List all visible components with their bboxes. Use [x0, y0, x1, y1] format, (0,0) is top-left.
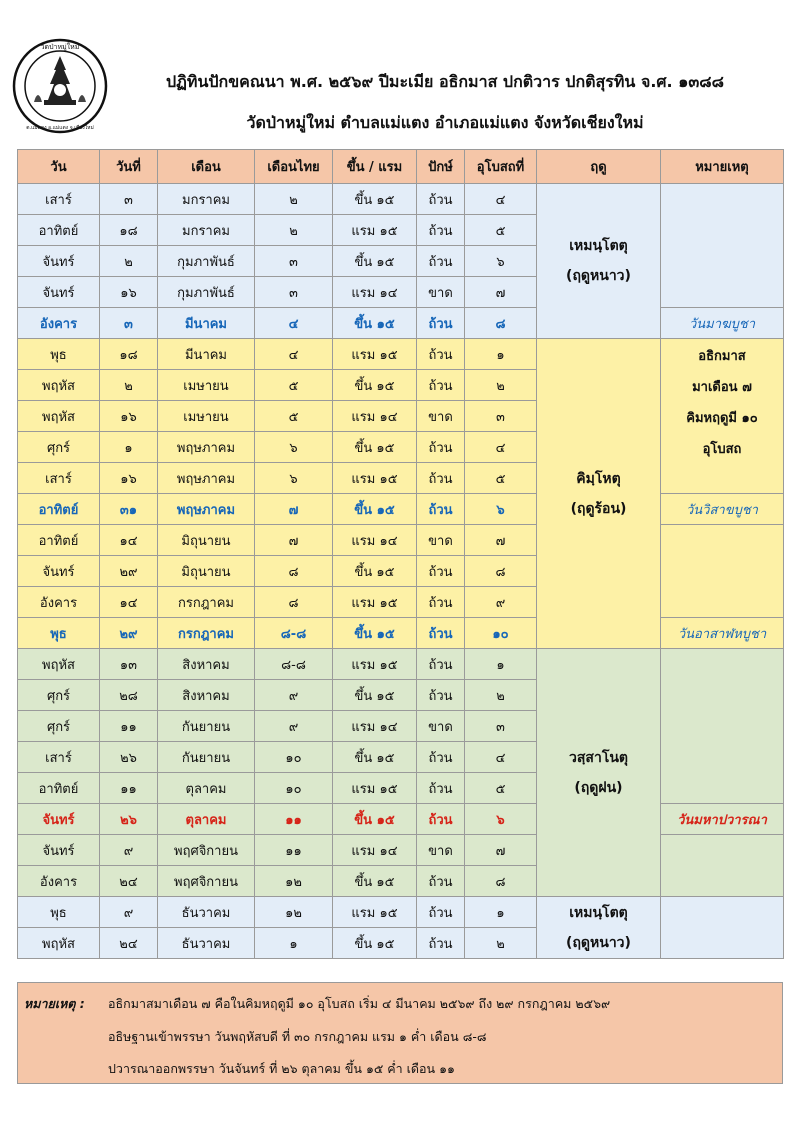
uposatha-no-cell: ๓: [465, 401, 537, 432]
thai-month-cell: ๕: [255, 370, 333, 401]
remark-empty-cell: [661, 835, 784, 897]
date-cell: ๒๘: [100, 680, 158, 711]
day-cell: เสาร์: [18, 463, 100, 494]
paksa-cell: ถ้วน: [417, 184, 465, 215]
phase-cell: แรม ๑๕: [333, 649, 417, 680]
day-cell: อังคาร: [18, 866, 100, 897]
month-cell: ธันวาคม: [158, 897, 255, 928]
paksa-cell: ถ้วน: [417, 866, 465, 897]
season-name: คิมฺโหตุ: [576, 470, 621, 487]
paksa-cell: ถ้วน: [417, 494, 465, 525]
phase-cell: ขึ้น ๑๕: [333, 742, 417, 773]
remark-empty-cell: [661, 184, 784, 308]
header-paksa: ปักษ์: [417, 150, 465, 184]
uposatha-no-cell: ๖: [465, 494, 537, 525]
uposatha-no-cell: ๑: [465, 897, 537, 928]
thai-month-cell: ๘: [255, 587, 333, 618]
month-cell: พฤษภาคม: [158, 463, 255, 494]
uposatha-no-cell: ๕: [465, 773, 537, 804]
date-cell: ๓: [100, 184, 158, 215]
uposatha-no-cell: ๒: [465, 928, 537, 959]
header-remarks: หมายเหตุ: [661, 150, 784, 184]
season-subtitle: (ฤดูร้อน): [570, 500, 627, 517]
day-cell: พฤหัส: [18, 370, 100, 401]
paksa-cell: ถ้วน: [417, 897, 465, 928]
month-cell: กันยายน: [158, 711, 255, 742]
paksa-cell: ถ้วน: [417, 463, 465, 494]
thai-month-cell: ๓: [255, 277, 333, 308]
date-cell: ๒๙: [100, 556, 158, 587]
day-cell: อาทิตย์: [18, 215, 100, 246]
day-cell: พฤหัส: [18, 928, 100, 959]
month-cell: สิงหาคม: [158, 649, 255, 680]
month-cell: สิงหาคม: [158, 680, 255, 711]
header-thai-month: เดือนไทย: [255, 150, 333, 184]
table-row: [18, 649, 784, 680]
remark-line: คิมหฤดูมี ๑๐: [686, 411, 758, 426]
day-cell: จันทร์: [18, 556, 100, 587]
day-cell: จันทร์: [18, 835, 100, 866]
paksa-cell: ถ้วน: [417, 587, 465, 618]
table-row: [18, 804, 784, 835]
date-cell: ๙: [100, 897, 158, 928]
season-subtitle: (ฤดูหนาว): [566, 268, 631, 284]
table-row: [18, 897, 784, 928]
logo-top-text: วัดป่าหมู่ใหม่: [40, 43, 80, 51]
header-month: เดือน: [158, 150, 255, 184]
phase-cell: แรม ๑๕: [333, 339, 417, 370]
uposatha-no-cell: ๕: [465, 463, 537, 494]
phase-cell: แรม ๑๔: [333, 525, 417, 556]
remark-line: อุโบสถ: [702, 442, 742, 457]
uposatha-no-cell: ๘: [465, 556, 537, 587]
date-cell: ๓๑: [100, 494, 158, 525]
uposatha-no-cell: ๔: [465, 184, 537, 215]
month-cell: ธันวาคม: [158, 928, 255, 959]
day-cell: จันทร์: [18, 246, 100, 277]
paksa-cell: ถ้วน: [417, 680, 465, 711]
date-cell: ๒๔: [100, 866, 158, 897]
season-subtitle: (ฤดูหนาว): [566, 934, 631, 951]
header-uposatha-no: อุโบสถที่: [465, 150, 537, 184]
thai-month-cell: ๗: [255, 525, 333, 556]
date-cell: ๓: [100, 308, 158, 339]
month-cell: กุมภาพันธ์: [158, 246, 255, 277]
month-cell: เมษายน: [158, 370, 255, 401]
month-cell: กรกฎาคม: [158, 618, 255, 649]
month-cell: กุมภาพันธ์: [158, 277, 255, 308]
phase-cell: แรม ๑๕: [333, 897, 417, 928]
month-cell: มีนาคม: [158, 308, 255, 339]
remark-holy-day: วันมหาปวารณา: [661, 804, 784, 835]
paksa-cell: ถ้วน: [417, 649, 465, 680]
date-cell: ๒๖: [100, 804, 158, 835]
thai-month-cell: ๔: [255, 308, 333, 339]
date-cell: ๒: [100, 246, 158, 277]
uposatha-no-cell: ๗: [465, 277, 537, 308]
date-cell: ๑๖: [100, 463, 158, 494]
day-cell: เสาร์: [18, 184, 100, 215]
month-cell: มิถุนายน: [158, 525, 255, 556]
uposatha-no-cell: ๗: [465, 525, 537, 556]
thai-month-cell: ๙: [255, 680, 333, 711]
uposatha-no-cell: ๔: [465, 742, 537, 773]
temple-seal-logo: [12, 38, 108, 134]
day-cell: ศุกร์: [18, 711, 100, 742]
thai-month-cell: ๑: [255, 928, 333, 959]
paksa-cell: ขาด: [417, 401, 465, 432]
date-cell: ๑๓: [100, 649, 158, 680]
paksa-cell: ขาด: [417, 525, 465, 556]
thai-month-cell: ๗: [255, 494, 333, 525]
paksa-cell: ขาด: [417, 711, 465, 742]
page-subtitle: วัดป่าหมู่ใหม่ ตำบลแม่แตง อำเภอแม่แตง จังหวัดเชียงใหม่: [246, 113, 644, 132]
day-cell: พุธ: [18, 618, 100, 649]
phase-cell: ขึ้น ๑๕: [333, 866, 417, 897]
uposatha-no-cell: ๘: [465, 308, 537, 339]
thai-month-cell: ๘-๘: [255, 649, 333, 680]
paksa-cell: ถ้วน: [417, 618, 465, 649]
uposatha-no-cell: ๘: [465, 866, 537, 897]
date-cell: ๑๖: [100, 401, 158, 432]
paksa-cell: ถ้วน: [417, 432, 465, 463]
table-row: [18, 339, 784, 370]
remark-empty-cell: [661, 649, 784, 804]
remark-empty-cell: [661, 897, 784, 959]
table-row: [18, 184, 784, 215]
remark-line: มาเดือน ๗: [692, 380, 752, 395]
phase-cell: แรม ๑๕: [333, 463, 417, 494]
uposatha-calendar-table: [17, 149, 784, 959]
phase-cell: ขึ้น ๑๕: [333, 494, 417, 525]
date-cell: ๒๔: [100, 928, 158, 959]
uposatha-no-cell: ๑: [465, 339, 537, 370]
footnote-line-1: อธิกมาสมาเดือน ๗ คือในคิมหฤดูมี ๑๐ อุโบสถ เริ่ม ๔ มีนาคม ๒๕๖๙ ถึง ๒๙ กรกฎาคม ๒๕๖๙: [108, 996, 611, 1011]
season-cell: [537, 897, 661, 959]
page-title: ปฏิทินปักขคณนา พ.ศ. ๒๕๖๙ ปีมะเมีย อธิกมาส ปกติวาร ปกติสุรทิน จ.ศ. ๑๓๘๘: [166, 72, 724, 91]
day-cell: พุธ: [18, 897, 100, 928]
remark-holy-day: วันวิสาขบูชา: [661, 494, 784, 525]
header-date: วันที่: [100, 150, 158, 184]
uposatha-no-cell: ๕: [465, 215, 537, 246]
month-cell: พฤษภาคม: [158, 494, 255, 525]
thai-month-cell: ๖: [255, 432, 333, 463]
thai-month-cell: ๙: [255, 711, 333, 742]
phase-cell: แรม ๑๕: [333, 587, 417, 618]
season-name: เหมนฺโตตุ: [569, 904, 628, 921]
table-row: [18, 308, 784, 339]
footnote-line-2: อธิษฐานเข้าพรรษา วันพฤหัสบดี ที่ ๓๐ กรกฎาคม แรม ๑ ค่ำ เดือน ๘-๘: [108, 1029, 487, 1044]
uposatha-no-cell: ๓: [465, 711, 537, 742]
thai-month-cell: ๒: [255, 215, 333, 246]
month-cell: พฤศจิกายน: [158, 835, 255, 866]
uposatha-no-cell: ๔: [465, 432, 537, 463]
thai-month-cell: ๑๒: [255, 897, 333, 928]
paksa-cell: ถ้วน: [417, 742, 465, 773]
remark-adhikamasa: [661, 339, 784, 494]
footnote-box: [17, 982, 783, 1084]
thai-month-cell: ๖: [255, 463, 333, 494]
thai-month-cell: ๔: [255, 339, 333, 370]
phase-cell: ขึ้น ๑๕: [333, 184, 417, 215]
phase-cell: ขึ้น ๑๕: [333, 618, 417, 649]
remark-line: อธิกมาส: [698, 349, 746, 364]
uposatha-no-cell: ๒: [465, 680, 537, 711]
date-cell: ๑๖: [100, 277, 158, 308]
day-cell: พุธ: [18, 339, 100, 370]
thai-month-cell: ๑๐: [255, 773, 333, 804]
day-cell: อาทิตย์: [18, 525, 100, 556]
date-cell: ๒๙: [100, 618, 158, 649]
thai-month-cell: ๘: [255, 556, 333, 587]
phase-cell: ขึ้น ๑๕: [333, 370, 417, 401]
uposatha-no-cell: ๙: [465, 587, 537, 618]
month-cell: เมษายน: [158, 401, 255, 432]
date-cell: ๑๔: [100, 525, 158, 556]
day-cell: จันทร์: [18, 277, 100, 308]
phase-cell: แรม ๑๕: [333, 773, 417, 804]
month-cell: มิถุนายน: [158, 556, 255, 587]
phase-cell: แรม ๑๔: [333, 835, 417, 866]
day-cell: พฤหัส: [18, 649, 100, 680]
uposatha-no-cell: ๑๐: [465, 618, 537, 649]
footnote-label: หมายเหตุ :: [24, 996, 85, 1011]
paksa-cell: ขาด: [417, 277, 465, 308]
table-header-row: [18, 150, 784, 184]
paksa-cell: ถ้วน: [417, 339, 465, 370]
date-cell: ๑๔: [100, 587, 158, 618]
phase-cell: แรม ๑๔: [333, 401, 417, 432]
day-cell: ศุกร์: [18, 432, 100, 463]
day-cell: อาทิตย์: [18, 773, 100, 804]
phase-cell: แรม ๑๔: [333, 711, 417, 742]
season-name: วสฺสาโนตุ: [569, 749, 628, 766]
day-cell: ศุกร์: [18, 680, 100, 711]
uposatha-no-cell: ๗: [465, 835, 537, 866]
phase-cell: ขึ้น ๑๕: [333, 804, 417, 835]
month-cell: กรกฎาคม: [158, 587, 255, 618]
day-cell: เสาร์: [18, 742, 100, 773]
month-cell: กันยายน: [158, 742, 255, 773]
logo-bottom-text: ต.แม่แตง อ.แม่แตง จ.เชียงใหม่: [26, 125, 94, 131]
month-cell: พฤษภาคม: [158, 432, 255, 463]
uposatha-no-cell: ๑: [465, 649, 537, 680]
remark-holy-day: วันอาสาฬหบูชา: [661, 618, 784, 649]
season-cell: [537, 339, 661, 649]
date-cell: ๙: [100, 835, 158, 866]
table-row: [18, 835, 784, 866]
thai-month-cell: ๑๑: [255, 835, 333, 866]
paksa-cell: ถ้วน: [417, 928, 465, 959]
phase-cell: ขึ้น ๑๕: [333, 680, 417, 711]
month-cell: มกราคม: [158, 184, 255, 215]
header-waxing-waning: ขึ้น / แรม: [333, 150, 417, 184]
thai-month-cell: ๘-๘: [255, 618, 333, 649]
phase-cell: ขึ้น ๑๕: [333, 308, 417, 339]
day-cell: พฤหัส: [18, 401, 100, 432]
phase-cell: แรม ๑๕: [333, 215, 417, 246]
day-cell: จันทร์: [18, 804, 100, 835]
month-cell: ตุลาคม: [158, 804, 255, 835]
season-cell: [537, 184, 661, 339]
date-cell: ๒: [100, 370, 158, 401]
day-cell: อังคาร: [18, 308, 100, 339]
header-season: ฤดู: [537, 150, 661, 184]
thai-month-cell: ๓: [255, 246, 333, 277]
season-name: เหมนฺโตตุ: [569, 238, 628, 254]
phase-cell: แรม ๑๔: [333, 277, 417, 308]
phase-cell: ขึ้น ๑๕: [333, 928, 417, 959]
month-cell: มกราคม: [158, 215, 255, 246]
paksa-cell: ถ้วน: [417, 370, 465, 401]
season-cell: [537, 649, 661, 897]
day-cell: อาทิตย์: [18, 494, 100, 525]
thai-month-cell: ๑๑: [255, 804, 333, 835]
date-cell: ๑๑: [100, 711, 158, 742]
paksa-cell: ถ้วน: [417, 215, 465, 246]
date-cell: ๑: [100, 432, 158, 463]
remark-empty-cell: [661, 525, 784, 618]
month-cell: ตุลาคม: [158, 773, 255, 804]
phase-cell: ขึ้น ๑๕: [333, 432, 417, 463]
header-day: วัน: [18, 150, 100, 184]
month-cell: มีนาคม: [158, 339, 255, 370]
table-row: [18, 494, 784, 525]
date-cell: ๑๘: [100, 339, 158, 370]
date-cell: ๑๘: [100, 215, 158, 246]
phase-cell: ขึ้น ๑๕: [333, 246, 417, 277]
month-cell: พฤศจิกายน: [158, 866, 255, 897]
uposatha-no-cell: ๖: [465, 246, 537, 277]
paksa-cell: ถ้วน: [417, 804, 465, 835]
remark-holy-day: วันมาฆบูชา: [661, 308, 784, 339]
season-subtitle: (ฤดูฝน): [574, 779, 623, 796]
paksa-cell: ถ้วน: [417, 773, 465, 804]
phase-cell: ขึ้น ๑๕: [333, 556, 417, 587]
thai-month-cell: ๕: [255, 401, 333, 432]
day-cell: อังคาร: [18, 587, 100, 618]
paksa-cell: ถ้วน: [417, 556, 465, 587]
table-row: [18, 618, 784, 649]
thai-month-cell: ๑๐: [255, 742, 333, 773]
table-row: [18, 525, 784, 556]
footnote-line-3: ปวารณาออกพรรษา วันจันทร์ ที่ ๒๖ ตุลาคม ขึ้น ๑๕ ค่ำ เดือน ๑๑: [108, 1061, 455, 1076]
uposatha-no-cell: ๖: [465, 804, 537, 835]
uposatha-no-cell: ๒: [465, 370, 537, 401]
paksa-cell: ถ้วน: [417, 246, 465, 277]
thai-month-cell: ๑๒: [255, 866, 333, 897]
thai-month-cell: ๒: [255, 184, 333, 215]
paksa-cell: ขาด: [417, 835, 465, 866]
paksa-cell: ถ้วน: [417, 308, 465, 339]
date-cell: ๑๑: [100, 773, 158, 804]
date-cell: ๒๖: [100, 742, 158, 773]
